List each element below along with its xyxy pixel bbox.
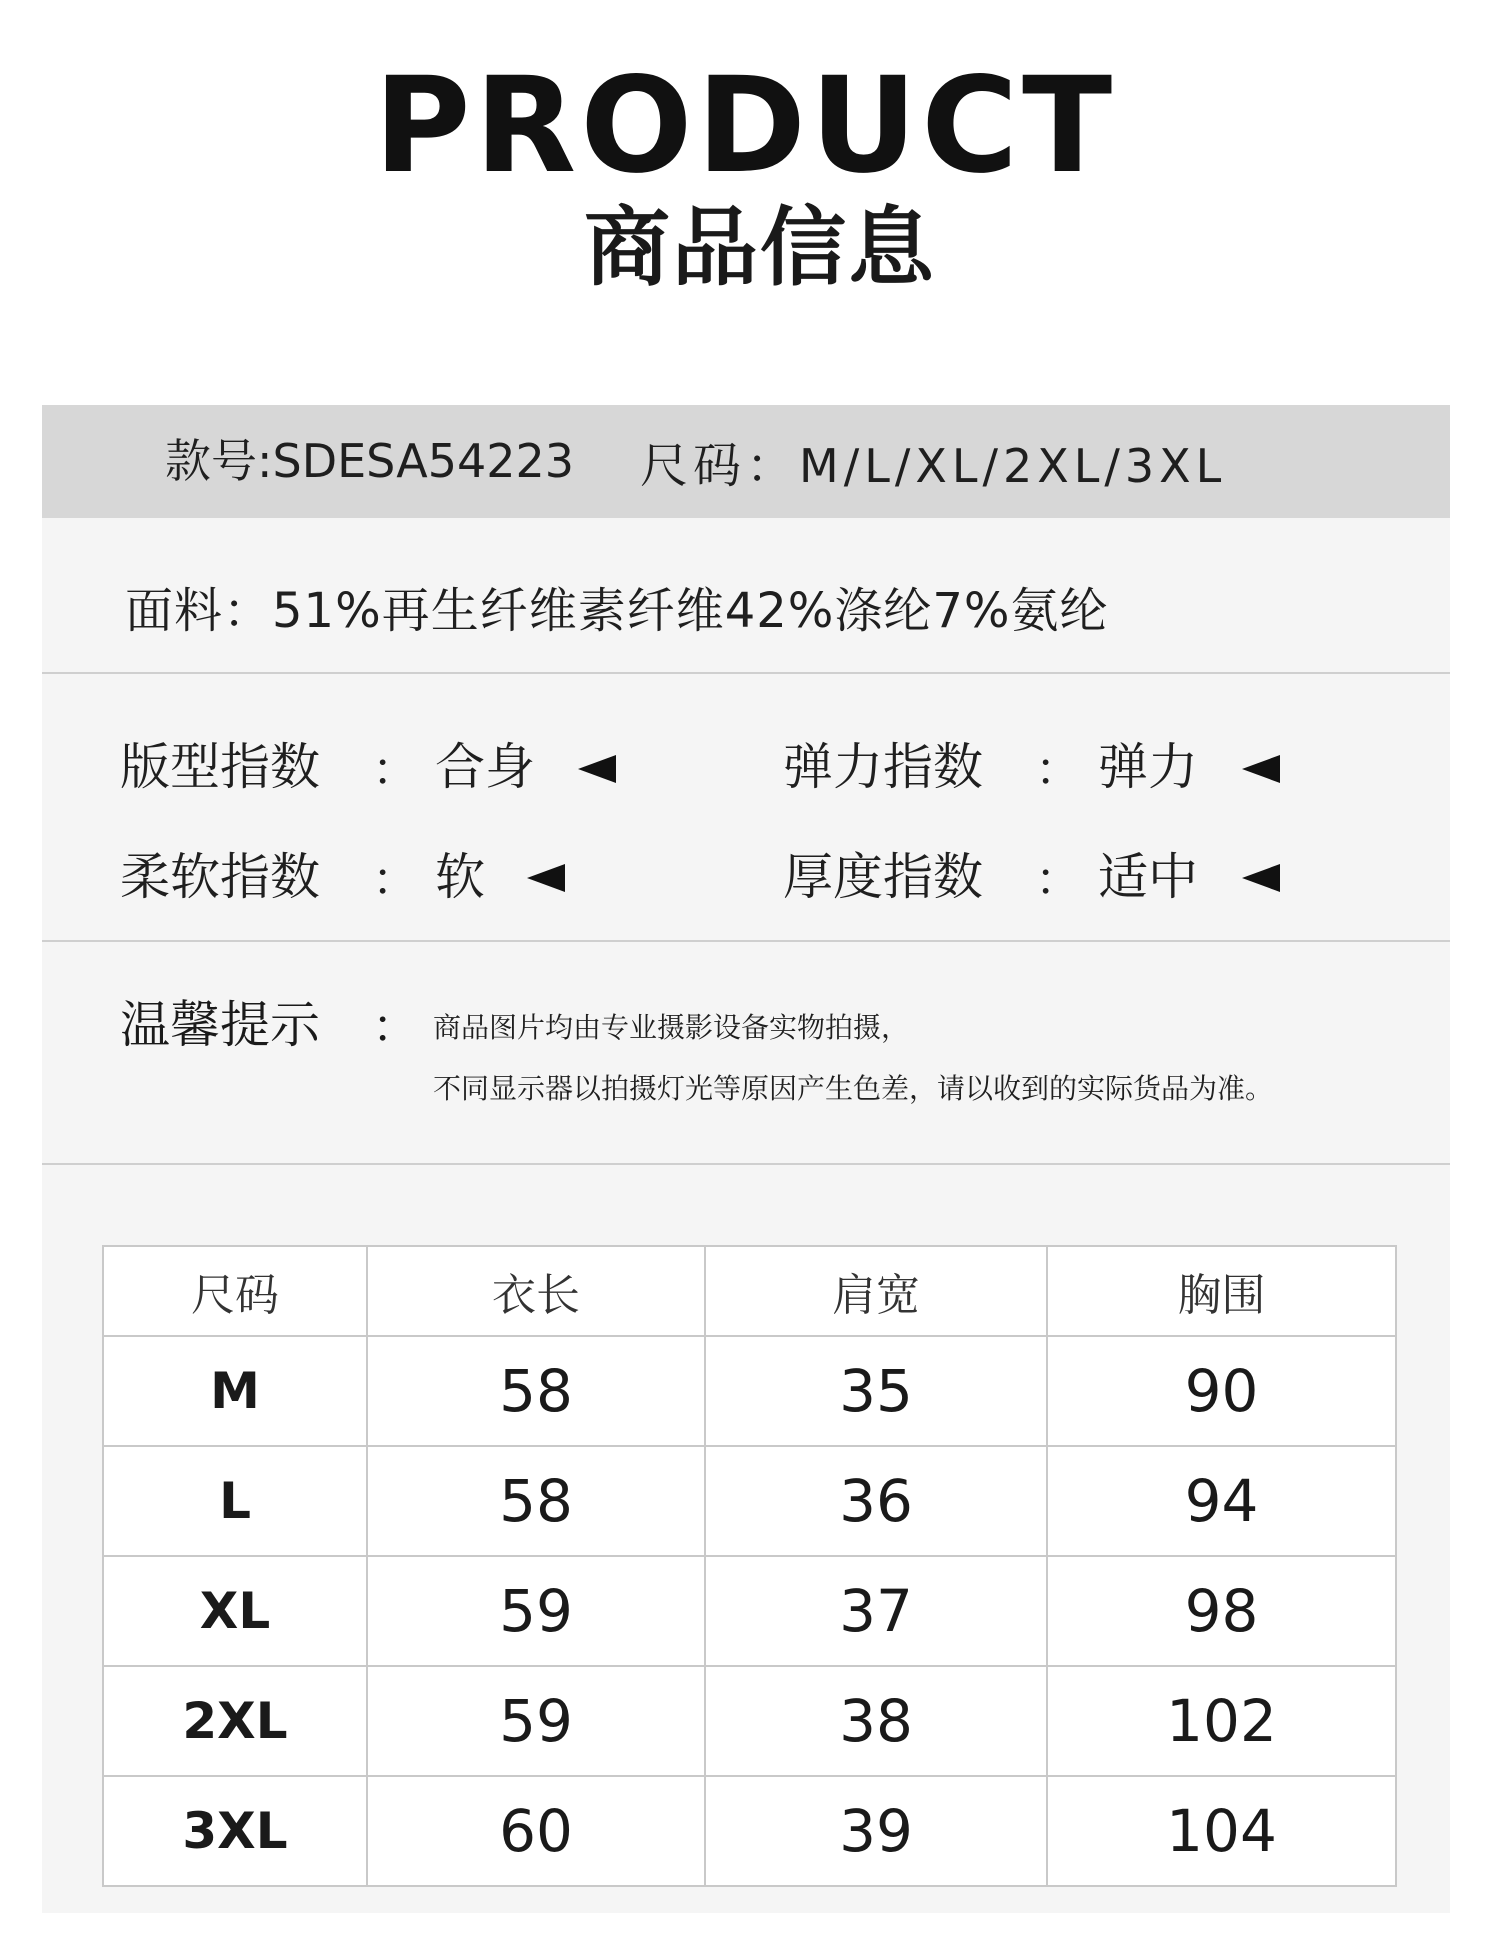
size-cell: XL (103, 1556, 367, 1666)
page-title-zh: 商品信息 (584, 198, 936, 298)
chest-cell: 102 (1047, 1666, 1396, 1776)
header-length: 衣长 (367, 1246, 705, 1336)
stretch-index-value: 弹力 (1098, 738, 1198, 796)
shoulder-cell: 35 (705, 1336, 1047, 1446)
thickness-index-label: 厚度指数 (783, 848, 983, 906)
fit-index-label: 版型指数 (120, 738, 320, 796)
length-cell: 58 (367, 1336, 705, 1446)
table-header-row (103, 1246, 1396, 1336)
length-cell: 59 (367, 1556, 705, 1666)
header-size: 尺码 (103, 1246, 367, 1336)
model-number: 款号:SDESA54223 (165, 434, 575, 488)
chest-cell: 98 (1047, 1556, 1396, 1666)
header-shoulder: 肩宽 (705, 1246, 1047, 1336)
shoulder-cell: 37 (705, 1556, 1047, 1666)
length-cell: 60 (367, 1776, 705, 1886)
stretch-index-label: 弹力指数 (783, 738, 983, 796)
left-triangle-icon (578, 755, 616, 783)
fit-index-colon: ： (372, 742, 418, 796)
length-cell: 59 (367, 1666, 705, 1776)
header-chest: 胸围 (1047, 1246, 1396, 1336)
tip-colon: ： (372, 999, 418, 1053)
shoulder-cell: 36 (705, 1446, 1047, 1556)
size-cell: L (103, 1446, 367, 1556)
fabric-composition: 面料：51%再生纤维素纤维42%涤纶7%氨纶 (125, 583, 1109, 639)
divider (42, 672, 1450, 674)
fit-index-value: 合身 (435, 738, 535, 796)
stretch-index-colon: ： (1035, 742, 1081, 796)
left-triangle-icon (1242, 864, 1280, 892)
chest-cell: 90 (1047, 1336, 1396, 1446)
tip-label: 温馨提示 (120, 996, 320, 1054)
table-row (103, 1666, 1396, 1776)
thickness-index-value: 适中 (1098, 848, 1198, 906)
softness-index-value: 软 (435, 848, 485, 906)
page-title-en: PRODUCT (373, 49, 1117, 203)
table-row (103, 1776, 1396, 1886)
tip-line-2: 不同显示器以拍摄灯光等原因产生色差，请以收到的实际货品为准。 (433, 1072, 1274, 1105)
divider (42, 1163, 1450, 1165)
sizes-label: 尺码： (640, 438, 800, 494)
sizes-value: M/L/XL/2XL/3XL (799, 439, 1227, 493)
chest-cell: 104 (1047, 1776, 1396, 1886)
shoulder-cell: 38 (705, 1666, 1047, 1776)
tip-line-1: 商品图片均由专业摄影设备实物拍摄， (433, 1011, 910, 1044)
left-triangle-icon (527, 864, 565, 892)
shoulder-cell: 39 (705, 1776, 1047, 1886)
divider (42, 940, 1450, 942)
size-cell: M (103, 1336, 367, 1446)
size-chart-table (102, 1245, 1397, 1887)
size-cell: 3XL (103, 1776, 367, 1886)
left-triangle-icon (1242, 755, 1280, 783)
chest-cell: 94 (1047, 1446, 1396, 1556)
available-sizes (640, 438, 1227, 494)
softness-index-colon: ： (372, 852, 418, 906)
thickness-index-colon: ： (1035, 852, 1081, 906)
table-row (103, 1556, 1396, 1666)
table-row (103, 1446, 1396, 1556)
table-row (103, 1336, 1396, 1446)
size-cell: 2XL (103, 1666, 367, 1776)
length-cell: 58 (367, 1446, 705, 1556)
softness-index-label: 柔软指数 (120, 848, 320, 906)
